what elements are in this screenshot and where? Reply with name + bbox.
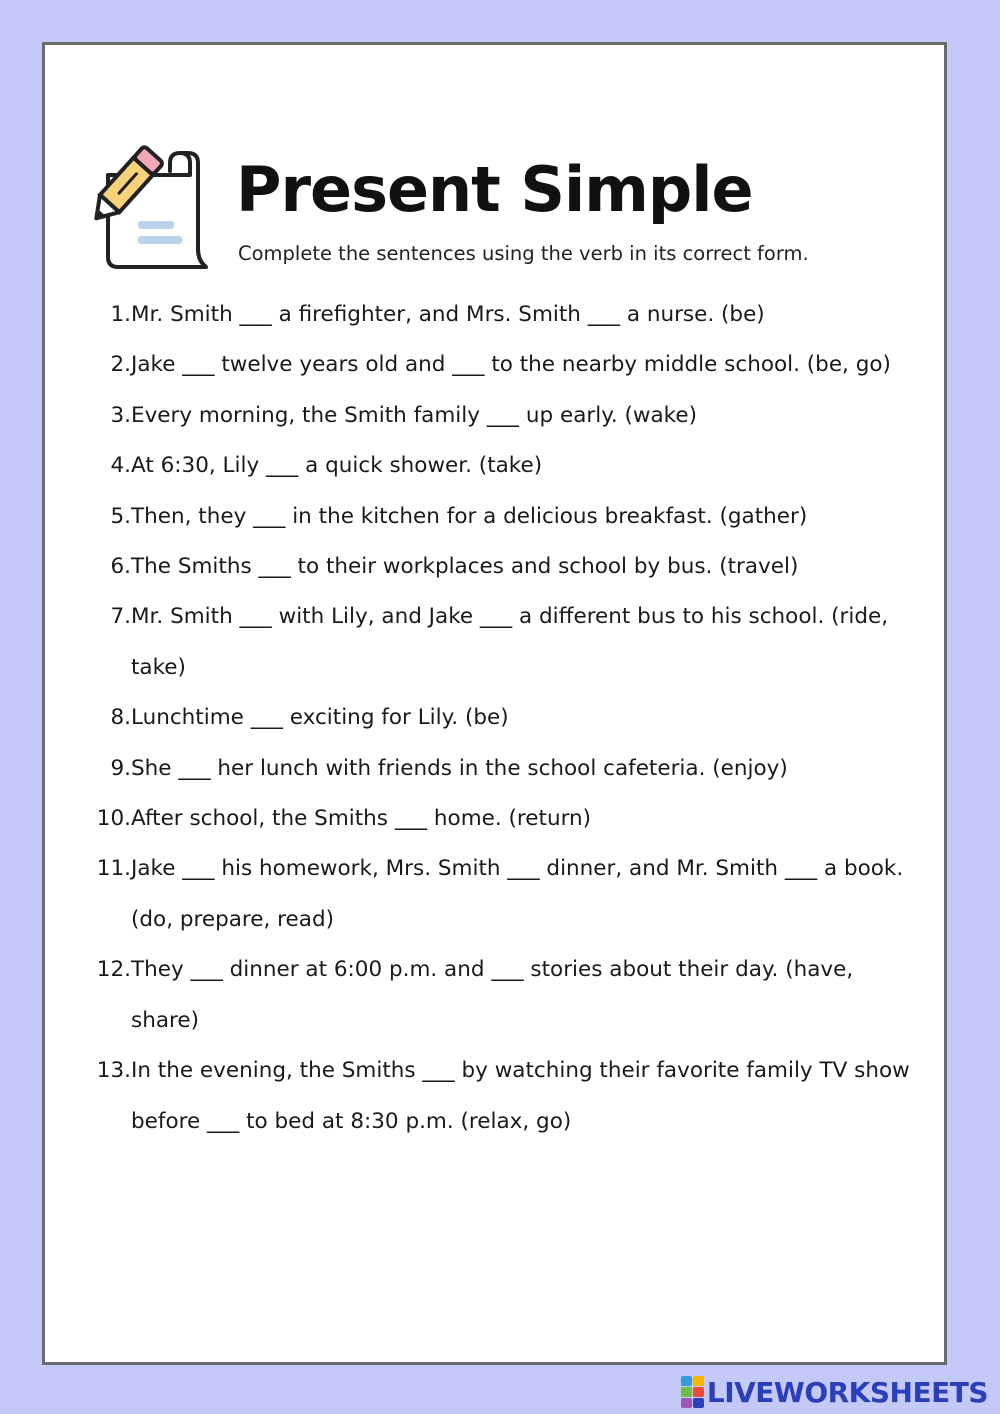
question-text: Jake ___ his homework, Mrs. Smith ___ dinner, and Mr. Smith ___ a book. (do, prepare, read): [131, 856, 904, 932]
pencil-and-paper-scroll-icon: [80, 145, 215, 275]
question-number: 3.: [110, 402, 131, 428]
question-item: [94, 945, 924, 1046]
worksheet-title: Present Simple: [236, 153, 753, 226]
question-text: She ___ her lunch with friends in the school cafeteria. (enjoy): [131, 755, 788, 781]
question-number: 5.: [110, 503, 131, 529]
question-text: Every morning, the Smith family ___ up early. (wake): [131, 402, 697, 428]
question-item: [94, 794, 924, 844]
question-item: [94, 391, 924, 441]
question-number: 8.: [110, 705, 131, 731]
question-number: 4.: [110, 453, 131, 479]
question-text: At 6:30, Lily ___ a quick shower. (take): [131, 453, 543, 479]
question-text: Then, they ___ in the kitchen for a delicious breakfast. (gather): [131, 503, 808, 529]
question-item: [94, 290, 924, 340]
question-text: Mr. Smith ___ with Lily, and Jake ___ a different bus to his school. (ride, take): [131, 604, 889, 680]
question-item: [94, 693, 924, 743]
question-text: Jake ___ twelve years old and ___ to the nearby middle school. (be, go): [131, 352, 891, 378]
question-item: [94, 592, 924, 693]
question-item: [94, 744, 924, 794]
question-text: After school, the Smiths ___ home. (return): [131, 806, 592, 832]
liveworksheets-brand-text: LIVEWORKSHEETS: [706, 1375, 988, 1409]
question-text: In the evening, the Smiths ___ by watching their favorite family TV show before ___ to bed at 8:30 p.m. (relax, go): [131, 1058, 910, 1134]
question-text: The Smiths ___ to their workplaces and school by bus. (travel): [131, 554, 799, 580]
question-number: 11.: [96, 856, 131, 882]
question-item: [94, 441, 924, 491]
question-number: 6.: [110, 554, 131, 580]
question-number: 12.: [96, 957, 131, 983]
liveworksheets-logo-icon: [681, 1376, 704, 1408]
question-text: They ___ dinner at 6:00 p.m. and ___ stories about their day. (have, share): [131, 957, 854, 1033]
question-item: [94, 542, 924, 592]
question-number: 13.: [96, 1058, 131, 1084]
question-number: 9.: [110, 755, 131, 781]
question-item: [94, 1046, 924, 1147]
question-number: 1.: [110, 302, 131, 327]
question-text: Mr. Smith ___ a firefighter, and Mrs. Smith ___ a nurse. (be): [131, 302, 765, 327]
question-list: [94, 290, 924, 1147]
liveworksheets-logo[interactable]: [681, 1374, 988, 1410]
question-text: Lunchtime ___ exciting for Lily. (be): [131, 705, 509, 731]
question-number: 2.: [110, 352, 131, 378]
question-number: 10.: [96, 806, 131, 832]
worksheet-instructions: Complete the sentences using the verb in its correct form.: [238, 242, 809, 265]
question-item: [94, 340, 924, 390]
question-number: 7.: [110, 604, 131, 630]
question-item: [94, 844, 924, 945]
question-item: [94, 492, 924, 542]
